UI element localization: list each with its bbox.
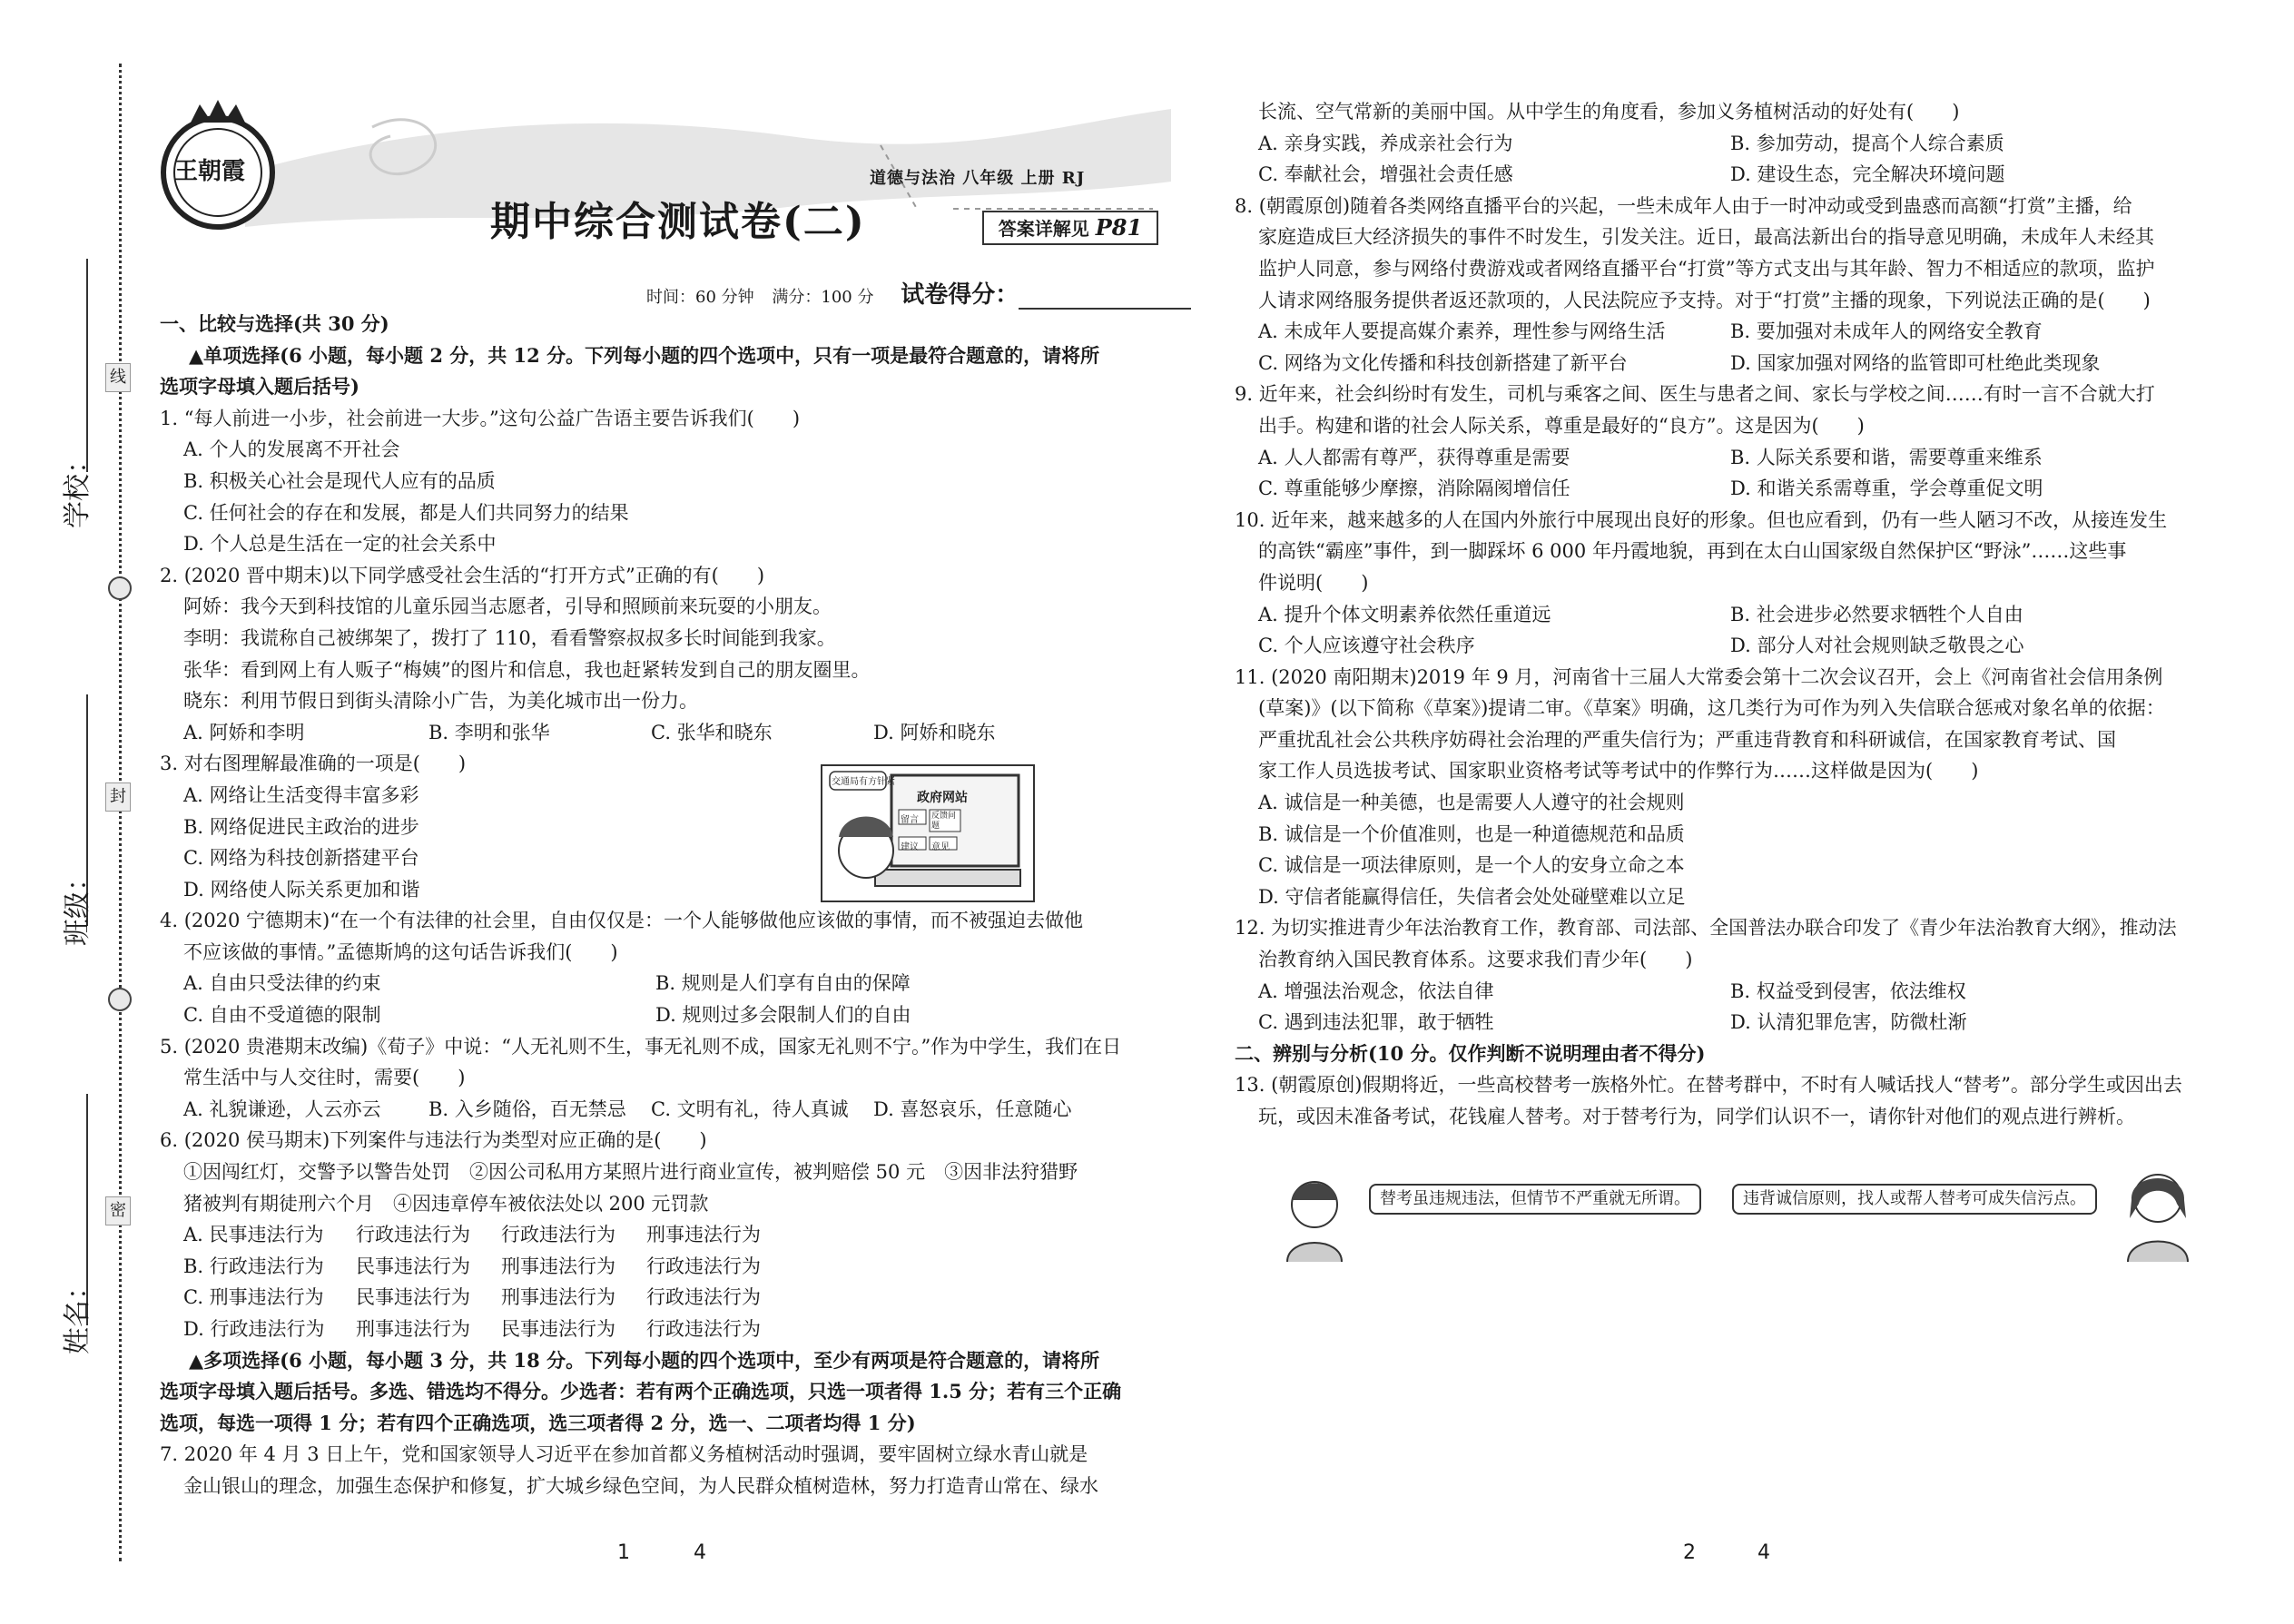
q6-option-cell: A. 民事违法行为 <box>183 1224 324 1246</box>
q6-option-cell: 民事违法行为 <box>501 1318 615 1340</box>
question-text-line: 监护人同意，参与网络付费游戏或者网络直播平台“打赏”等方式支出与其年龄、智力不相适应的款项，监护 <box>1258 257 2155 280</box>
question-text-line: 8. (朝霞原创)随着各类网络直播平台的兴起，一些未成年人由于一时冲动或受到蛊惑而高额“打赏”主播，给 <box>1235 194 2132 217</box>
q6-option-cell: 行政违法行为 <box>646 1255 761 1277</box>
q4-option-b[interactable]: B. 规则是人们享有自由的保障 <box>655 972 911 995</box>
q6-option-row[interactable] <box>160 1314 1177 1345</box>
school-label: 学校： <box>62 447 94 528</box>
question-text-line: 1. “每人前进一小步，社会前进一大步。”这句公益广告语主要告诉我们( ) <box>160 407 801 429</box>
q3-stem: 3. 对右图理解最准确的一项是( ) <box>160 753 467 775</box>
question-text-line: 10. 近年来，越来越多的人在国内外旅行中展现出良好的形象。但也应看到，仍有一些人陋习不改，从接连发生 <box>1235 508 2168 531</box>
question-text-line: 件说明( ) <box>1258 571 1369 594</box>
q6-option-row[interactable] <box>160 1219 1177 1251</box>
question-text-line: 11. (2020 南阳期末)2019 年 9 月，河南省十三届人大常委会第十二次会议召开，会上《河南省社会信用条例 <box>1235 665 2163 688</box>
multi-choice-group <box>160 1345 1177 1502</box>
q6-option-cell: D. 行政违法行为 <box>183 1318 325 1340</box>
options-row <box>1235 473 2242 505</box>
q6-option-cell: 行政违法行为 <box>646 1318 761 1340</box>
q13-girl-cartoon <box>2108 1164 2208 1264</box>
option[interactable]: B. 社会进步必然要求牺牲个人自由 <box>1730 603 2023 625</box>
q3-cartoon-tab: 建议 <box>901 842 919 852</box>
left-page-number: 1 <box>617 1541 630 1564</box>
question-text-line: 选项字母填入题后括号) <box>160 375 359 399</box>
option[interactable]: A. 提升个体文明素养依然任重道远 <box>1258 603 1551 625</box>
binding-hole <box>108 988 132 1011</box>
option[interactable]: A. 诚信是一种美德，也是需要人人遵守的社会规则 <box>1258 792 1685 814</box>
option[interactable]: C. 网络为文化传播和科技创新搭建了新平台 <box>1258 351 1628 374</box>
question-text-line: (草案)》(以下简称《草案》)提请二审。《草案》明确，这几类行为可作为列入失信联合惩戒对象名单的依据： <box>1258 697 2165 720</box>
full-score: 满分：100 分 <box>772 288 874 307</box>
q2-option-c[interactable]: C. 张华和晓东 <box>651 721 773 743</box>
q2-option-a[interactable]: A. 阿娇和李明 <box>183 721 305 743</box>
question-text-line: ▲单项选择(6 小题，每小题 2 分，共 12 分。下列每小题的四个选项中，只有一项是最符合题意的，请将所 <box>189 343 1100 367</box>
q13-bubble-right: 违背诚信原则，找人或帮人替考可成失信污点。 <box>1732 1184 2097 1215</box>
q11-block <box>1235 662 2242 913</box>
q4-line: 4. (2020 宁德期末)“在一个有法律的社会里，自由仅仅是：一个人能够做他应该做的事情，而不被强迫去做他 <box>160 910 1083 932</box>
q3-cartoon-screen: 政府网站 <box>917 791 968 805</box>
logo-text: 王朝霞 <box>174 158 246 185</box>
question-text-line: 选项字母填入题后括号。多选、错选均不得分。少选者：若有两个正确选项，只选一项者得 1.5 分；若有三个正确 <box>160 1380 1122 1403</box>
option[interactable]: D. 认清犯罪危害，防微杜渐 <box>1730 1011 1967 1034</box>
q6-line: 猪被判有期徒刑六个月 ④因违章停车被依法处以 200 元罚款 <box>183 1192 709 1215</box>
q7-option-d[interactable]: D. 建设生态，完全解决环境问题 <box>1730 163 2005 186</box>
q6-option-cell: 民事违法行为 <box>356 1255 470 1277</box>
option[interactable]: C. 遇到违法犯罪，敢于牺牲 <box>1258 1011 1494 1034</box>
q7-options-row1 <box>1235 128 2242 160</box>
question-text-line: ▲多项选择(6 小题，每小题 3 分，共 18 分。下列每小题的四个选项中，至少有两项是符合题意的，请将所 <box>189 1348 1100 1372</box>
right-page-total: 4 <box>1757 1541 1770 1564</box>
question-text-line: 的高铁“霸座”事件，到一脚踩坏 6 000 年丹霞地貌，再到在太白山国家级自然保护区“野泳”……这些事 <box>1258 540 2127 563</box>
q6-option-cell: C. 刑事违法行为 <box>183 1286 324 1309</box>
question-text-line: 人请求网络服务提供者返还款项的，人民法院应予支持。对于“打赏”主播的现象，下列说法正确的是( ) <box>1258 289 2151 311</box>
option[interactable]: B. 人际关系要和谐，需要尊重来维系 <box>1730 446 2043 468</box>
binding-hole <box>108 576 132 600</box>
option[interactable]: A. 人人都需有尊严，获得尊重是需要 <box>1258 446 1570 468</box>
q10-block <box>1235 505 2242 662</box>
question-text-line: 张华：看到网上有人贩子“梅姨”的图片和信息，我也赶紧转发到自己的朋友圈里。 <box>183 658 871 681</box>
q7-line: 长流、空气常新的美丽中国。从中学生的角度看，参加义务植树活动的好处有( ) <box>1258 101 1960 123</box>
question-text-line: B. 积极关心社会是现代人应有的品质 <box>183 469 496 492</box>
question-text-line: 家工作人员选拔考试、国家职业资格考试等考试中的作弊行为……这样做是因为( ) <box>1258 760 1979 782</box>
q5-option-a[interactable]: A. 礼貌谦逊，人云亦云 <box>183 1097 381 1120</box>
class-label: 班级： <box>62 864 94 946</box>
q13-boy-cartoon <box>1269 1173 1369 1264</box>
right-column <box>1235 96 2242 1133</box>
question-text-line: 晓东：利用节假日到街头清除小广告，为美化城市出一份力。 <box>183 690 698 713</box>
q5-line: 5. (2020 贵港期末改编)《荀子》中说：“人无礼则不生，事无礼则不成，国家无礼则不宁。”作为中学生，我们在日 <box>160 1035 1122 1058</box>
time-limit: 时间：60 分钟 <box>646 288 754 307</box>
question-text-line: D. 个人总是生活在一定的社会关系中 <box>183 533 497 556</box>
q7-options-row2 <box>1235 159 2242 191</box>
right-page-number: 2 <box>1683 1541 1696 1564</box>
q4-option-d[interactable]: D. 规则过多会限制人们的自由 <box>655 1004 911 1027</box>
score-label: 试卷得分： <box>901 281 1019 309</box>
q6-options <box>160 1219 1177 1344</box>
binding-dotted-line <box>119 64 122 1561</box>
q4-options-row1 <box>160 968 1177 999</box>
option[interactable]: C. 诚信是一项法律原则，是一个人的安身立命之本 <box>1258 854 1685 877</box>
question-text-line: 9. 近年来，社会纠纷时有发生，司机与乘客之间、医生与患者之间、家长与学校之间……有时一言不合就大打 <box>1235 383 2155 406</box>
q13-line: 玩，或因未准备考试，花钱雇人替考。对于替考行为，同学们认识不一，请你针对他们的观点进行辨析。 <box>1258 1106 2135 1127</box>
options-row <box>1235 976 2242 1008</box>
q2-option-d[interactable]: D. 阿娇和晓东 <box>873 721 996 743</box>
question-text-line: A. 个人的发展离不开社会 <box>183 438 400 461</box>
q5-option-d[interactable]: D. 喜怒哀乐，任意随心 <box>873 1097 1072 1120</box>
question-text-line: 金山银山的理念，加强生态保护和修复，扩大城乡绿色空间，为人民群众植树造林，努力打造青山常在、绿水 <box>183 1474 1098 1497</box>
option[interactable]: D. 部分人对社会规则缺乏敬畏之心 <box>1730 635 2024 657</box>
question-text-line: 7. 2020 年 4 月 3 日上午，党和国家领导人习近平在参加首都义务植树活动时强调，要牢固树立绿水青山就是 <box>160 1443 1088 1466</box>
options-row <box>1235 1007 2242 1038</box>
q9-block <box>1235 379 2242 504</box>
question-text-line: 李明：我谎称自己被绑架了，拨打了 110，看看警察叔叔多长时间能到我家。 <box>183 626 836 649</box>
answer-ref-page: P81 <box>1095 214 1143 241</box>
q6-option-cell: 行政违法行为 <box>646 1286 761 1309</box>
exam-meta <box>646 276 1191 310</box>
option[interactable]: B. 诚信是一个价值准则，也是一种道德规范和品质 <box>1258 822 1685 845</box>
question-text-line: 出手。构建和谐的社会人际关系，尊重是最好的“良方”。这是因为( ) <box>1258 414 1865 437</box>
q4-options-row2 <box>160 999 1177 1031</box>
q7-option-a[interactable]: A. 亲身实践，养成亲社会行为 <box>1258 132 1513 154</box>
q13-bubble-left: 替考虽违规违法，但情节不严重就无所谓。 <box>1369 1184 1701 1215</box>
q3-option-b[interactable]: B. 网络促进民主政治的进步 <box>183 815 419 838</box>
q2-options <box>160 717 1177 749</box>
options-row <box>1235 599 2242 631</box>
q12-block <box>1235 912 2242 1038</box>
option[interactable]: B. 要加强对未成年人的网络安全教育 <box>1730 320 2043 343</box>
name-label: 姓名： <box>62 1273 94 1354</box>
options-row <box>1235 348 2242 379</box>
q6-option-row[interactable] <box>160 1282 1177 1314</box>
question-text-line: 一、比较与选择(共 30 分) <box>160 312 389 335</box>
q13-line: 13. (朝霞原创)假期将近，一些高校替考一族格外忙。在替考群中，不时有人喊话找人“替考”。部分学生或因出去 <box>1235 1074 2182 1097</box>
q5-line: 常生活中与人交往时，需要( ) <box>183 1067 466 1089</box>
seal-char: 封 <box>105 782 131 812</box>
q5-options <box>160 1094 1177 1126</box>
q6-option-cell: 行政违法行为 <box>356 1224 470 1246</box>
option[interactable]: C. 尊重能够少摩擦，消除隔阂增信任 <box>1258 477 1570 500</box>
option[interactable]: B. 权益受到侵害，依法维权 <box>1730 979 1966 1002</box>
q4-option-a[interactable]: A. 自由只受法律的约束 <box>183 972 381 995</box>
subject-label: 道德与法治 八年级 上册 RJ <box>870 169 1086 188</box>
q6-line: ①因闯红灯，交警予以警告处罚 ②因公司私用方某照片进行商业宣传，被判赔偿 50 元 ③因非法狩猎野 <box>183 1161 1078 1184</box>
q3-cartoon-tab: 反馈问题 <box>931 812 957 831</box>
question-text-line: 家庭造成巨大经济损失的事件不时发生，引发关注。近日，最高法新出台的指导意见明确，未成年人未经其 <box>1258 226 2154 249</box>
q4-option-c[interactable]: C. 自由不受道德的限制 <box>183 1004 381 1027</box>
q2-option-b[interactable]: B. 李明和张华 <box>428 721 550 743</box>
question-text-line: 治教育纳入国民教育体系。这要求我们青少年( ) <box>1258 949 1693 971</box>
question-text-line: 阿娇：我今天到科技馆的儿童乐园当志愿者，引导和照顾前来玩耍的小朋友。 <box>183 595 832 618</box>
q3-option-d[interactable]: D. 网络使人际关系更加和谐 <box>183 878 420 901</box>
option[interactable]: D. 守信者能赢得信任，失信者会处处碰壁难以立足 <box>1258 885 1686 908</box>
options-row <box>1235 442 2242 474</box>
q6-option-cell: 行政违法行为 <box>501 1224 615 1246</box>
question-text-line: 严重扰乱社会公共秩序妨碍社会治理的严重失信行为；严重违背教育和科研诚信，在国家教育考试、国 <box>1258 728 2116 751</box>
option[interactable]: C. 个人应该遵守社会秩序 <box>1258 635 1475 657</box>
q3-cartoon-tab: 留言 <box>901 815 919 825</box>
options-row <box>1235 630 2242 662</box>
left-page-total: 4 <box>694 1541 706 1564</box>
q6-option-row[interactable] <box>160 1251 1177 1283</box>
q4-line: 不应该做的事情。”孟德斯鸠的这句话告诉我们( ) <box>183 940 618 963</box>
part2-heading: 二、辨别与分析(10 分。仅作判断不说明理由者不得分) <box>1235 1041 1706 1065</box>
left-column <box>160 309 1177 1502</box>
q6-option-cell: B. 行政违法行为 <box>183 1255 324 1277</box>
q3-cartoon-bubble: 交通局有方针紧 <box>832 777 895 787</box>
options-row <box>1235 316 2242 348</box>
school-write-line[interactable] <box>86 259 88 472</box>
answer-ref-prefix: 答案详解见 <box>998 218 1089 240</box>
question-text-line: 选项，每选一项得 1 分；若有四个正确选项，选三项者得 2 分，选一、二项者均得 1 分) <box>160 1411 916 1434</box>
option[interactable]: A. 未成年人要提高媒介素养，理性参与网络生活 <box>1258 320 1666 343</box>
q3-option-a[interactable]: A. 网络让生活变得丰富多彩 <box>183 783 419 806</box>
q7-option-c[interactable]: C. 奉献社会，增强社会责任感 <box>1258 163 1513 186</box>
q6-option-cell: 刑事违法行为 <box>501 1286 615 1309</box>
option[interactable]: D. 和谐关系需尊重，学会尊重促文明 <box>1730 477 2043 500</box>
q3-option-c[interactable]: C. 网络为科技创新搭建平台 <box>183 847 419 870</box>
answer-reference-box <box>982 211 1158 245</box>
q6-option-cell: 刑事违法行为 <box>501 1255 615 1277</box>
option[interactable]: A. 增强法治观念，依法自律 <box>1258 979 1494 1002</box>
option[interactable]: D. 国家加强对网络的监管即可杜绝此类现象 <box>1730 351 2101 374</box>
page-title: 期中综合测试卷(二) <box>490 199 866 245</box>
q5-option-b[interactable]: B. 入乡随俗，百无禁忌 <box>428 1097 626 1120</box>
q8-block <box>1235 191 2242 379</box>
q6-option-cell: 刑事违法行为 <box>646 1224 761 1246</box>
q6-option-cell: 民事违法行为 <box>356 1286 470 1309</box>
q5-option-c[interactable]: C. 文明有礼，待人真诚 <box>651 1097 849 1120</box>
seal-char: 密 <box>105 1196 131 1225</box>
q3-cartoon-tab: 意见 <box>931 842 950 852</box>
q6-line: 6. (2020 侯马期末)下列案件与违法行为类型对应正确的是( ) <box>160 1129 707 1152</box>
q7-option-b[interactable]: B. 参加劳动，提高个人综合素质 <box>1730 132 2004 154</box>
question-text-line: 2. (2020 晋中期末)以下同学感受社会生活的“打开方式”正确的有( ) <box>160 564 765 586</box>
left-lines-group <box>160 309 1177 717</box>
question-text-line: 12. 为切实推进青少年法治教育工作，教育部、司法部、全国普法办联合印发了《青少年法治教育大纲》，推动法 <box>1235 917 2177 940</box>
question-text-line: C. 任何社会的存在和发展，都是人们共同努力的结果 <box>183 501 629 524</box>
seal-char: 线 <box>105 363 131 392</box>
q6-option-cell: 刑事违法行为 <box>356 1318 470 1340</box>
